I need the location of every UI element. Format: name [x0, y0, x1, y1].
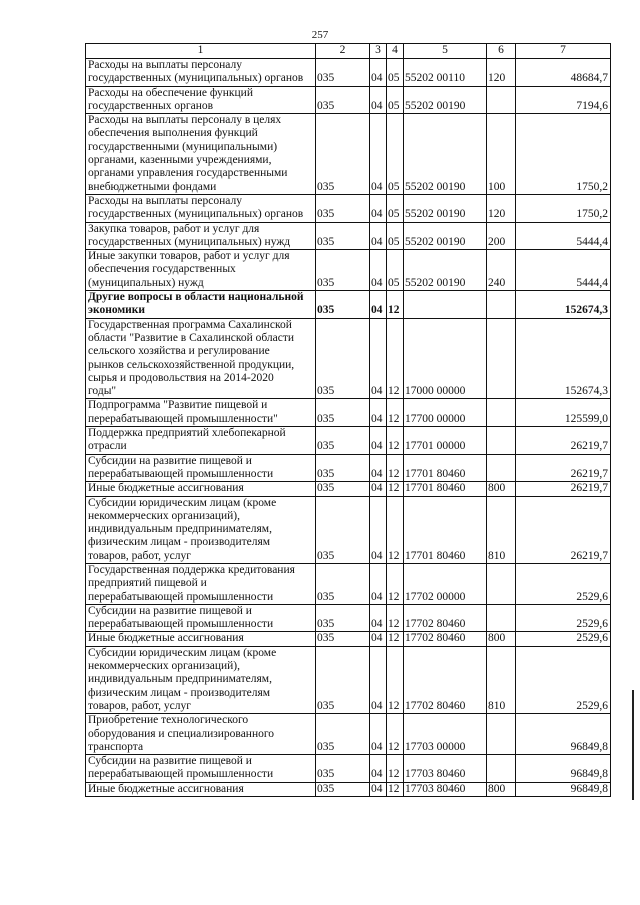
row-csr	[404, 291, 487, 319]
row-name: Иные бюджетные ассигнования	[86, 482, 316, 496]
row-pr: 05	[387, 194, 404, 222]
row-pr: 12	[387, 399, 404, 427]
row-rz: 04	[370, 291, 387, 319]
row-amount: 152674,3	[516, 291, 611, 319]
row-rz: 04	[370, 632, 387, 646]
row-ved: 035	[316, 59, 370, 87]
row-ved: 035	[316, 714, 370, 755]
row-csr: 17703 80460	[404, 782, 487, 796]
row-rz: 04	[370, 604, 387, 632]
row-vr	[487, 454, 516, 482]
row-amount: 5444,4	[516, 250, 611, 291]
row-csr: 17702 80460	[404, 604, 487, 632]
row-name: Субсидии на развитие пищевой и перерабатывающей промышленности	[86, 454, 316, 482]
row-amount: 152674,3	[516, 318, 611, 399]
row-name: Другие вопросы в области национальной экономики	[86, 291, 316, 319]
row-vr	[487, 291, 516, 319]
table-row	[86, 250, 611, 291]
row-amount: 26219,7	[516, 496, 611, 563]
row-csr: 55202 00190	[404, 114, 487, 195]
row-pr: 05	[387, 114, 404, 195]
row-rz: 04	[370, 496, 387, 563]
row-vr: 800	[487, 782, 516, 796]
row-rz: 04	[370, 454, 387, 482]
row-rz: 04	[370, 482, 387, 496]
row-csr: 55202 00190	[404, 86, 487, 114]
row-rz: 04	[370, 250, 387, 291]
row-csr: 17703 00000	[404, 714, 487, 755]
header-col-5: 5	[404, 44, 487, 59]
row-pr: 12	[387, 427, 404, 455]
row-vr: 800	[487, 632, 516, 646]
row-ved: 035	[316, 496, 370, 563]
row-ved: 035	[316, 482, 370, 496]
row-amount: 26219,7	[516, 482, 611, 496]
table-row	[86, 714, 611, 755]
row-vr: 120	[487, 59, 516, 87]
row-ved: 035	[316, 604, 370, 632]
row-ved: 035	[316, 194, 370, 222]
row-amount: 2529,6	[516, 646, 611, 713]
row-amount: 7194,6	[516, 86, 611, 114]
row-ved: 035	[316, 632, 370, 646]
table-row	[86, 194, 611, 222]
row-pr: 12	[387, 782, 404, 796]
row-amount: 5444,4	[516, 222, 611, 250]
row-vr	[487, 318, 516, 399]
table-row	[86, 782, 611, 796]
table-row	[86, 86, 611, 114]
row-rz: 04	[370, 399, 387, 427]
table-row	[86, 222, 611, 250]
row-ved: 035	[316, 427, 370, 455]
row-amount: 96849,8	[516, 714, 611, 755]
row-amount: 125599,0	[516, 399, 611, 427]
scan-edge-mark	[632, 690, 634, 800]
row-pr: 12	[387, 604, 404, 632]
row-rz: 04	[370, 59, 387, 87]
row-name: Субсидии на развитие пищевой и перерабатывающей промышленности	[86, 604, 316, 632]
row-amount: 26219,7	[516, 454, 611, 482]
header-row	[86, 44, 611, 59]
table-row	[86, 399, 611, 427]
row-name: Расходы на выплаты персоналу в целях обеспечения выполнения функций государственными (муниципальными) органами, казенными учреждениями, органами управления государственными внебюджетными фондами	[86, 114, 316, 195]
row-csr: 17700 00000	[404, 399, 487, 427]
row-ved: 035	[316, 454, 370, 482]
row-ved: 035	[316, 291, 370, 319]
row-ved: 035	[316, 86, 370, 114]
header-col-4: 4	[387, 44, 404, 59]
table-row	[86, 496, 611, 563]
row-rz: 04	[370, 194, 387, 222]
row-name: Субсидии юридическим лицам (кроме некоммерческих организаций), индивидуальным предпринимателям, физическим лицам - производителям товаров, работ, услуг	[86, 646, 316, 713]
row-pr: 12	[387, 646, 404, 713]
row-pr: 12	[387, 454, 404, 482]
row-name: Приобретение технологического оборудования и специализированного транспорта	[86, 714, 316, 755]
row-rz: 04	[370, 714, 387, 755]
row-name: Подпрограмма "Развитие пищевой и перерабатывающей промышленности"	[86, 399, 316, 427]
row-csr: 17702 80460	[404, 632, 487, 646]
header-col-1: 1	[86, 44, 316, 59]
row-csr: 17701 00000	[404, 427, 487, 455]
table-row	[86, 318, 611, 399]
row-pr: 12	[387, 496, 404, 563]
table-body	[86, 59, 611, 797]
row-csr: 55202 00110	[404, 59, 487, 87]
row-csr: 55202 00190	[404, 250, 487, 291]
row-name: Расходы на выплаты персоналу государственных (муниципальных) органов	[86, 59, 316, 87]
row-vr: 240	[487, 250, 516, 291]
table-row	[86, 755, 611, 783]
row-amount: 26219,7	[516, 427, 611, 455]
row-pr: 12	[387, 318, 404, 399]
row-name: Субсидии на развитие пищевой и перерабатывающей промышленности	[86, 755, 316, 783]
row-name: Государственная поддержка кредитования предприятий пищевой и перерабатывающей промышленности	[86, 563, 316, 604]
header-col-7: 7	[516, 44, 611, 59]
header-col-2: 2	[316, 44, 370, 59]
row-vr	[487, 399, 516, 427]
row-pr: 05	[387, 59, 404, 87]
row-pr: 05	[387, 250, 404, 291]
row-name: Государственная программа Сахалинской области "Развитие в Сахалинской области сельского хозяйства и регулирование рынков сельскохозяйственной продукции, сырья и продовольствия на 2014-2020 годы"	[86, 318, 316, 399]
row-csr: 17701 80460	[404, 496, 487, 563]
row-amount: 2529,6	[516, 563, 611, 604]
row-vr: 120	[487, 194, 516, 222]
row-rz: 04	[370, 646, 387, 713]
row-pr: 12	[387, 482, 404, 496]
row-csr: 55202 00190	[404, 222, 487, 250]
row-vr	[487, 427, 516, 455]
row-amount: 1750,2	[516, 194, 611, 222]
page-number: 257	[311, 29, 329, 41]
row-vr	[487, 86, 516, 114]
row-csr: 55202 00190	[404, 194, 487, 222]
row-pr: 05	[387, 86, 404, 114]
row-amount: 96849,8	[516, 755, 611, 783]
table-row	[86, 563, 611, 604]
row-vr: 810	[487, 496, 516, 563]
row-name: Расходы на выплаты персоналу государственных (муниципальных) органов	[86, 194, 316, 222]
row-rz: 04	[370, 563, 387, 604]
row-name: Иные бюджетные ассигнования	[86, 632, 316, 646]
header-col-6: 6	[487, 44, 516, 59]
row-pr: 05	[387, 222, 404, 250]
row-csr: 17000 00000	[404, 318, 487, 399]
table-row	[86, 604, 611, 632]
table-row	[86, 482, 611, 496]
row-name: Иные закупки товаров, работ и услуг для обеспечения государственных (муниципальных) нужд	[86, 250, 316, 291]
row-name: Иные бюджетные ассигнования	[86, 782, 316, 796]
table-row	[86, 59, 611, 87]
row-ved: 035	[316, 755, 370, 783]
row-rz: 04	[370, 782, 387, 796]
row-name: Расходы на обеспечение функций государственных органов	[86, 86, 316, 114]
row-name: Закупка товаров, работ и услуг для государственных (муниципальных) нужд	[86, 222, 316, 250]
row-rz: 04	[370, 114, 387, 195]
table-row	[86, 427, 611, 455]
table-row	[86, 454, 611, 482]
row-amount: 48684,7	[516, 59, 611, 87]
row-ved: 035	[316, 222, 370, 250]
row-csr: 17701 80460	[404, 482, 487, 496]
row-csr: 17703 80460	[404, 755, 487, 783]
row-vr: 810	[487, 646, 516, 713]
row-pr: 12	[387, 755, 404, 783]
row-rz: 04	[370, 222, 387, 250]
row-amount: 96849,8	[516, 782, 611, 796]
row-vr: 100	[487, 114, 516, 195]
row-pr: 12	[387, 291, 404, 319]
row-name: Поддержка предприятий хлебопекарной отрасли	[86, 427, 316, 455]
row-vr	[487, 755, 516, 783]
row-csr: 17702 00000	[404, 563, 487, 604]
row-rz: 04	[370, 755, 387, 783]
header-col-3: 3	[370, 44, 387, 59]
row-csr: 17701 80460	[404, 454, 487, 482]
row-pr: 12	[387, 714, 404, 755]
row-amount: 2529,6	[516, 632, 611, 646]
row-rz: 04	[370, 318, 387, 399]
row-ved: 035	[316, 318, 370, 399]
row-pr: 12	[387, 632, 404, 646]
row-amount: 2529,6	[516, 604, 611, 632]
row-pr: 12	[387, 563, 404, 604]
table-row	[86, 632, 611, 646]
row-ved: 035	[316, 646, 370, 713]
table-row	[86, 291, 611, 319]
row-vr: 200	[487, 222, 516, 250]
row-rz: 04	[370, 86, 387, 114]
row-amount: 1750,2	[516, 114, 611, 195]
row-ved: 035	[316, 563, 370, 604]
row-vr	[487, 604, 516, 632]
row-ved: 035	[316, 399, 370, 427]
row-csr: 17702 80460	[404, 646, 487, 713]
row-vr: 800	[487, 482, 516, 496]
table-row	[86, 646, 611, 713]
row-vr	[487, 714, 516, 755]
row-ved: 035	[316, 782, 370, 796]
row-ved: 035	[316, 114, 370, 195]
table-row	[86, 114, 611, 195]
row-rz: 04	[370, 427, 387, 455]
row-vr	[487, 563, 516, 604]
budget-table	[85, 43, 611, 797]
row-name: Субсидии юридическим лицам (кроме некоммерческих организаций), индивидуальным предпринимателям, физическим лицам - производителям товаров, работ, услуг	[86, 496, 316, 563]
row-ved: 035	[316, 250, 370, 291]
